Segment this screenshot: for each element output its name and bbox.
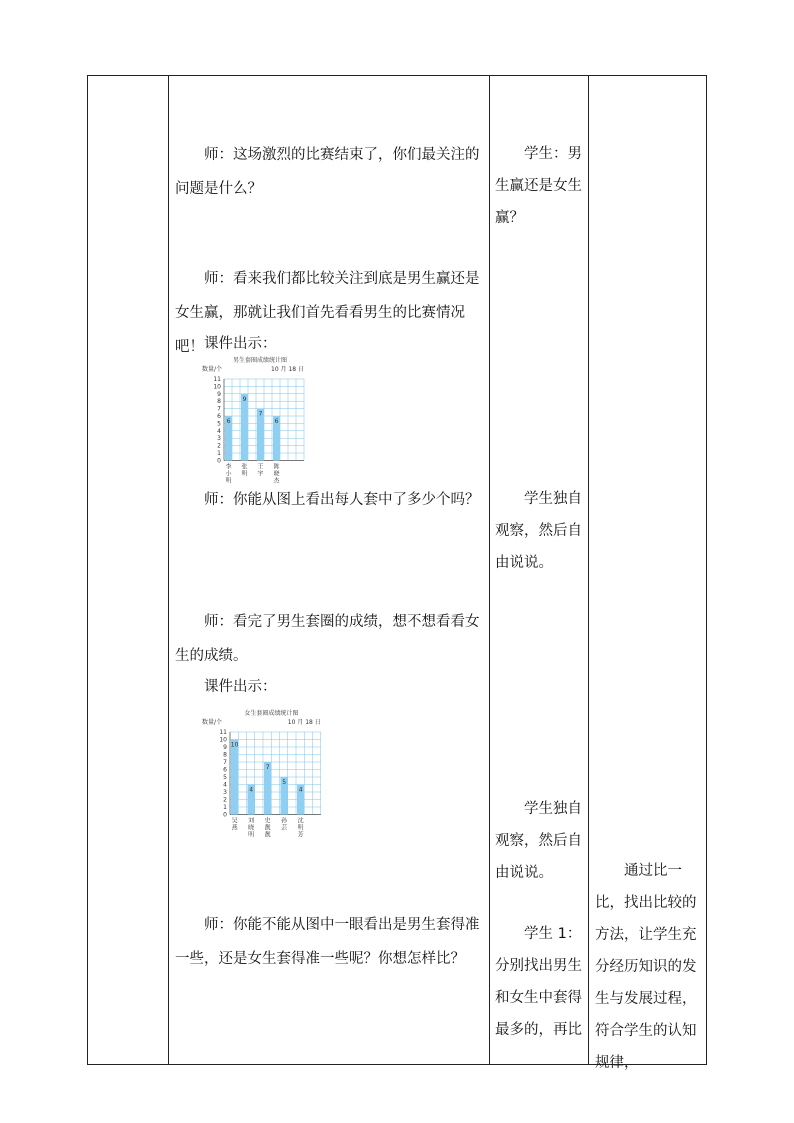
y-tick-label: 4 bbox=[217, 427, 221, 435]
bar-value-label: 10 bbox=[230, 741, 239, 749]
x-tick-label: 沈明芳 bbox=[297, 817, 304, 839]
table-border-left bbox=[87, 75, 88, 1065]
column-divider-1 bbox=[168, 75, 169, 1065]
y-axis-label: 数量/个 bbox=[202, 719, 223, 726]
y-tick-label: 11 bbox=[213, 376, 221, 383]
bar-value-label: 4 bbox=[249, 786, 254, 794]
x-tick-label: 李小明 bbox=[225, 463, 232, 485]
x-tick-label: 张明 bbox=[241, 463, 248, 478]
design-intent: 通过比一比，找出比较的方法，让学生充分经历知识的发生与发展过程，符合学生的认知规律， bbox=[595, 863, 697, 1071]
x-tick-label: 刘晓明 bbox=[248, 817, 255, 839]
y-tick-label: 7 bbox=[223, 759, 227, 766]
y-axis-label: 数量/个 bbox=[202, 366, 223, 373]
teacher-paragraph-3: 师：你能从图上看出每人套中了多少个吗？ bbox=[204, 492, 480, 508]
y-tick-label: 10 bbox=[219, 736, 227, 744]
teacher-paragraph-5: 师：你能不能从图中一眼看出是男生套得准一些，还是女生套得准一些呢？你想怎样比？ bbox=[175, 917, 480, 967]
x-tick-label: 吴燕 bbox=[231, 817, 238, 832]
y-tick-label: 7 bbox=[217, 405, 221, 413]
teacher-paragraph-4: 师：看完了男生套圈的成绩，想不想看看女生的成绩。 bbox=[175, 614, 480, 664]
y-tick-label: 8 bbox=[217, 398, 221, 406]
student-response-4: 学生 1：分别找出男生和女生中套得最多的，再比 bbox=[495, 926, 582, 1038]
y-tick-label: 9 bbox=[223, 744, 227, 751]
y-tick-label: 9 bbox=[217, 390, 221, 398]
x-tick-label: 陈晓杰 bbox=[273, 463, 280, 485]
bar-value-label: 6 bbox=[226, 418, 231, 425]
y-tick-label: 10 bbox=[213, 383, 221, 391]
y-tick-label: 1 bbox=[217, 450, 221, 457]
courseware-label-2: 课件出示： bbox=[204, 679, 277, 695]
girls-ring-toss-chart bbox=[200, 705, 325, 840]
y-tick-label: 1 bbox=[223, 804, 227, 811]
chart-date: 10 月 18 日 bbox=[287, 719, 321, 726]
bar-张明 bbox=[241, 394, 248, 461]
y-tick-label: 4 bbox=[223, 781, 227, 789]
x-tick-label: 孙芸 bbox=[281, 817, 288, 832]
student-response-3: 学生独自观察，然后自由说说。 bbox=[495, 801, 582, 881]
y-tick-label: 5 bbox=[217, 420, 221, 428]
y-tick-label: 0 bbox=[217, 457, 221, 465]
chart-date: 10 月 18 日 bbox=[271, 366, 304, 373]
y-tick-label: 3 bbox=[217, 435, 221, 443]
bar-value-label: 4 bbox=[298, 786, 303, 794]
table-border-top bbox=[87, 75, 707, 76]
student-response-2: 学生独自观察，然后自由说说。 bbox=[495, 491, 582, 571]
x-tick-label: 王宇 bbox=[257, 463, 264, 478]
y-tick-label: 5 bbox=[223, 774, 227, 781]
x-tick-label: 史靓靓 bbox=[264, 817, 271, 839]
y-tick-label: 2 bbox=[217, 442, 221, 450]
y-tick-label: 6 bbox=[217, 413, 221, 420]
chart-title: 女生套圈成绩统计图 bbox=[244, 710, 299, 717]
y-tick-label: 6 bbox=[223, 766, 227, 774]
bar-value-label: 7 bbox=[258, 410, 263, 418]
teacher-paragraph-1: 师：这场激烈的比赛结束了，你们最关注的问题是什么？ bbox=[175, 147, 480, 197]
courseware-label-1: 课件出示： bbox=[204, 336, 277, 352]
teacher-paragraph-2: 师：看来我们都比较关注到底是男生赢还是女生赢，那就让我们首先看看男生的比赛情况吧！ bbox=[175, 271, 480, 355]
boys-ring-toss-chart bbox=[200, 352, 310, 486]
bar-value-label: 6 bbox=[274, 418, 279, 425]
column-divider-3 bbox=[588, 75, 589, 1065]
bar-value-label: 7 bbox=[265, 764, 270, 771]
bar-吴燕 bbox=[231, 740, 238, 815]
chart-title: 男生套圈成绩统计图 bbox=[232, 357, 288, 364]
bar-value-label: 5 bbox=[282, 779, 287, 786]
y-tick-label: 8 bbox=[223, 751, 227, 759]
y-tick-label: 0 bbox=[223, 811, 227, 819]
y-tick-label: 2 bbox=[223, 796, 227, 804]
student-response-1: 学生：男生赢还是女生赢？ bbox=[495, 146, 582, 226]
y-tick-label: 11 bbox=[219, 729, 227, 736]
bar-value-label: 9 bbox=[242, 395, 247, 403]
column-divider-2 bbox=[489, 75, 490, 1065]
y-tick-label: 3 bbox=[223, 789, 227, 796]
